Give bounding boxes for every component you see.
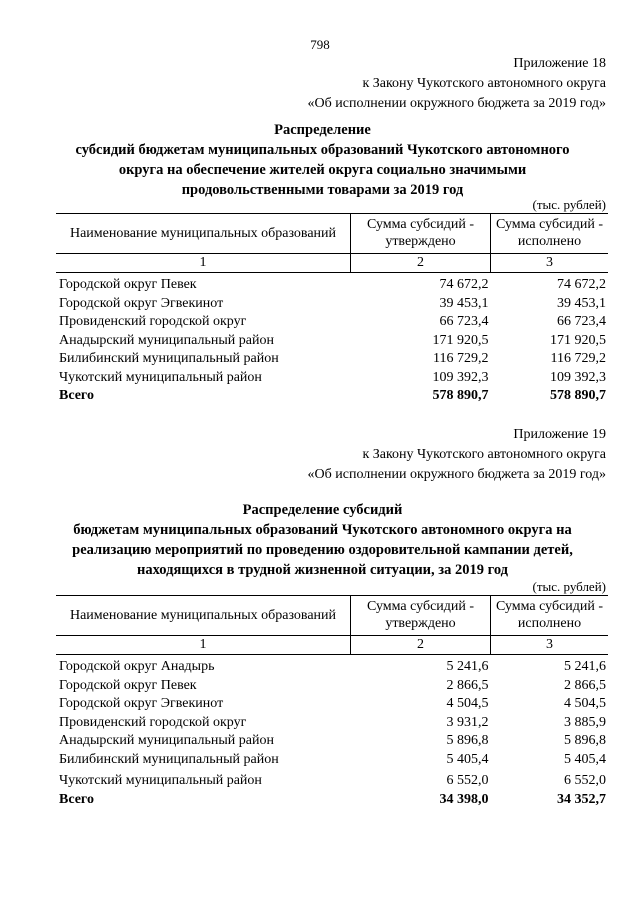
total-approved: 578 890,7 [432, 388, 489, 403]
column-number: 3 [491, 254, 609, 273]
row-approved: 109 392,3 [432, 369, 489, 385]
section2-title-line: находящихся в трудной жизненной ситуации, за 2019 год [136, 562, 509, 578]
row-name: Билибинский муниципальный район [59, 751, 279, 767]
column-number: 2 [351, 254, 491, 273]
row-name: Городской округ Анадырь [59, 659, 215, 674]
header-executed: Сумма субсидий - исполнено [491, 214, 609, 254]
section2-units: (тыс. рублей) [532, 579, 606, 594]
table-row [56, 655, 608, 677]
column-number-row [56, 254, 608, 273]
section1-units: (тыс. рублей) [532, 197, 606, 212]
section1-title-line: округа на обеспечение жителей округа социально значимыми [118, 162, 527, 178]
row-executed: 2 866,5 [564, 677, 606, 693]
section1-table [56, 213, 608, 406]
table-row [56, 332, 608, 351]
row-name: Городской округ Эгвекинот [59, 696, 224, 711]
row-name: Городской округ Эгвекинот [59, 295, 224, 311]
section1-title-line: субсидий бюджетам муниципальных образований Чукотского автономного [75, 142, 570, 158]
table-row [56, 677, 608, 696]
row-executed: 109 392,3 [550, 369, 606, 385]
annex-18-law-title: «Об исполнении окружного бюджета за 2019 год» [307, 96, 606, 111]
section2-title-line: Распределение субсидий [242, 502, 403, 518]
total-executed: 578 890,7 [550, 388, 606, 403]
row-executed: 5 405,4 [564, 751, 606, 767]
total-row [56, 387, 608, 406]
header-executed: Сумма субсидий - исполнено [491, 596, 609, 636]
annex-18-law: к Закону Чукотского автономного округа [362, 76, 606, 91]
annex-19-law-title: «Об исполнении окружного бюджета за 2019 год» [307, 467, 606, 482]
section1-title [40, 120, 605, 200]
row-executed: 4 504,5 [564, 696, 606, 711]
section1-title-line: Распределение [274, 122, 371, 138]
row-executed: 116 729,2 [550, 351, 606, 366]
total-label: Всего [59, 791, 94, 807]
annex-18-block [308, 54, 606, 114]
annex-18-number: Приложение 18 [513, 56, 606, 71]
annex-19-number: Приложение 19 [513, 427, 606, 442]
row-executed: 74 672,2 [557, 277, 606, 292]
row-approved: 74 672,2 [439, 277, 489, 292]
row-name: Городской округ Певек [59, 277, 197, 292]
row-name: Анадырский муниципальный район [59, 733, 274, 748]
row-approved: 3 931,2 [446, 714, 489, 730]
row-approved: 5 405,4 [446, 751, 489, 767]
table-row [56, 273, 608, 295]
row-approved: 5 241,6 [446, 659, 489, 674]
column-number-row [56, 636, 608, 655]
row-name: Чукотский муниципальный район [59, 773, 262, 788]
header-approved: Сумма субсидий - утверждено [351, 596, 491, 636]
row-approved: 39 453,1 [439, 295, 489, 311]
total-executed: 34 352,7 [557, 791, 606, 807]
section2-title-line: реализацию мероприятий по проведению оздоровительной кампании детей, [72, 542, 573, 558]
row-approved: 171 920,5 [432, 332, 489, 348]
column-number: 1 [56, 636, 351, 655]
row-name: Билибинский муниципальный район [59, 351, 279, 366]
row-approved: 66 723,4 [439, 314, 489, 329]
section2-table [56, 595, 608, 809]
column-number: 1 [56, 254, 351, 273]
row-approved: 6 552,0 [446, 773, 489, 788]
row-executed: 5 896,8 [564, 733, 606, 748]
table-row [56, 313, 608, 332]
row-approved: 2 866,5 [446, 677, 489, 693]
row-name: Провиденский городской округ [59, 314, 247, 329]
row-approved: 5 896,8 [446, 733, 489, 748]
total-row [56, 791, 608, 810]
table-row [56, 695, 608, 714]
row-name: Чукотский муниципальный район [59, 369, 262, 385]
section2-title [40, 500, 605, 580]
annex-19-block [308, 425, 606, 485]
page-number: 798 [310, 37, 330, 52]
row-executed: 66 723,4 [557, 314, 606, 329]
row-executed: 6 552,0 [564, 773, 606, 788]
table-row [56, 369, 608, 388]
section1-title-line: продовольственными товарами за 2019 год [181, 182, 464, 198]
row-executed: 171 920,5 [550, 332, 606, 348]
header-approved: Сумма субсидий - утверждено [351, 214, 491, 254]
row-approved: 4 504,5 [446, 696, 489, 711]
annex-19-law: к Закону Чукотского автономного округа [362, 447, 606, 462]
table-row [56, 714, 608, 733]
row-executed: 5 241,6 [564, 659, 606, 674]
table-row [56, 732, 608, 751]
row-executed: 3 885,9 [564, 714, 606, 730]
total-approved: 34 398,0 [439, 791, 489, 807]
column-number: 3 [491, 636, 609, 655]
table-row [56, 350, 608, 369]
header-name: Наименование муниципальных образований [56, 596, 351, 636]
header-name: Наименование муниципальных образований [56, 214, 351, 254]
row-name: Провиденский городской округ [59, 714, 247, 730]
section2-title-line: бюджетам муниципальных образований Чукотского автономного округа на [73, 522, 572, 538]
total-label: Всего [59, 388, 94, 403]
table-row [56, 751, 608, 770]
table-row [56, 295, 608, 314]
table-row [56, 769, 608, 791]
row-name: Анадырский муниципальный район [59, 332, 274, 348]
row-name: Городской округ Певек [59, 677, 197, 693]
row-executed: 39 453,1 [557, 295, 606, 311]
row-approved: 116 729,2 [433, 351, 489, 366]
column-number: 2 [351, 636, 491, 655]
